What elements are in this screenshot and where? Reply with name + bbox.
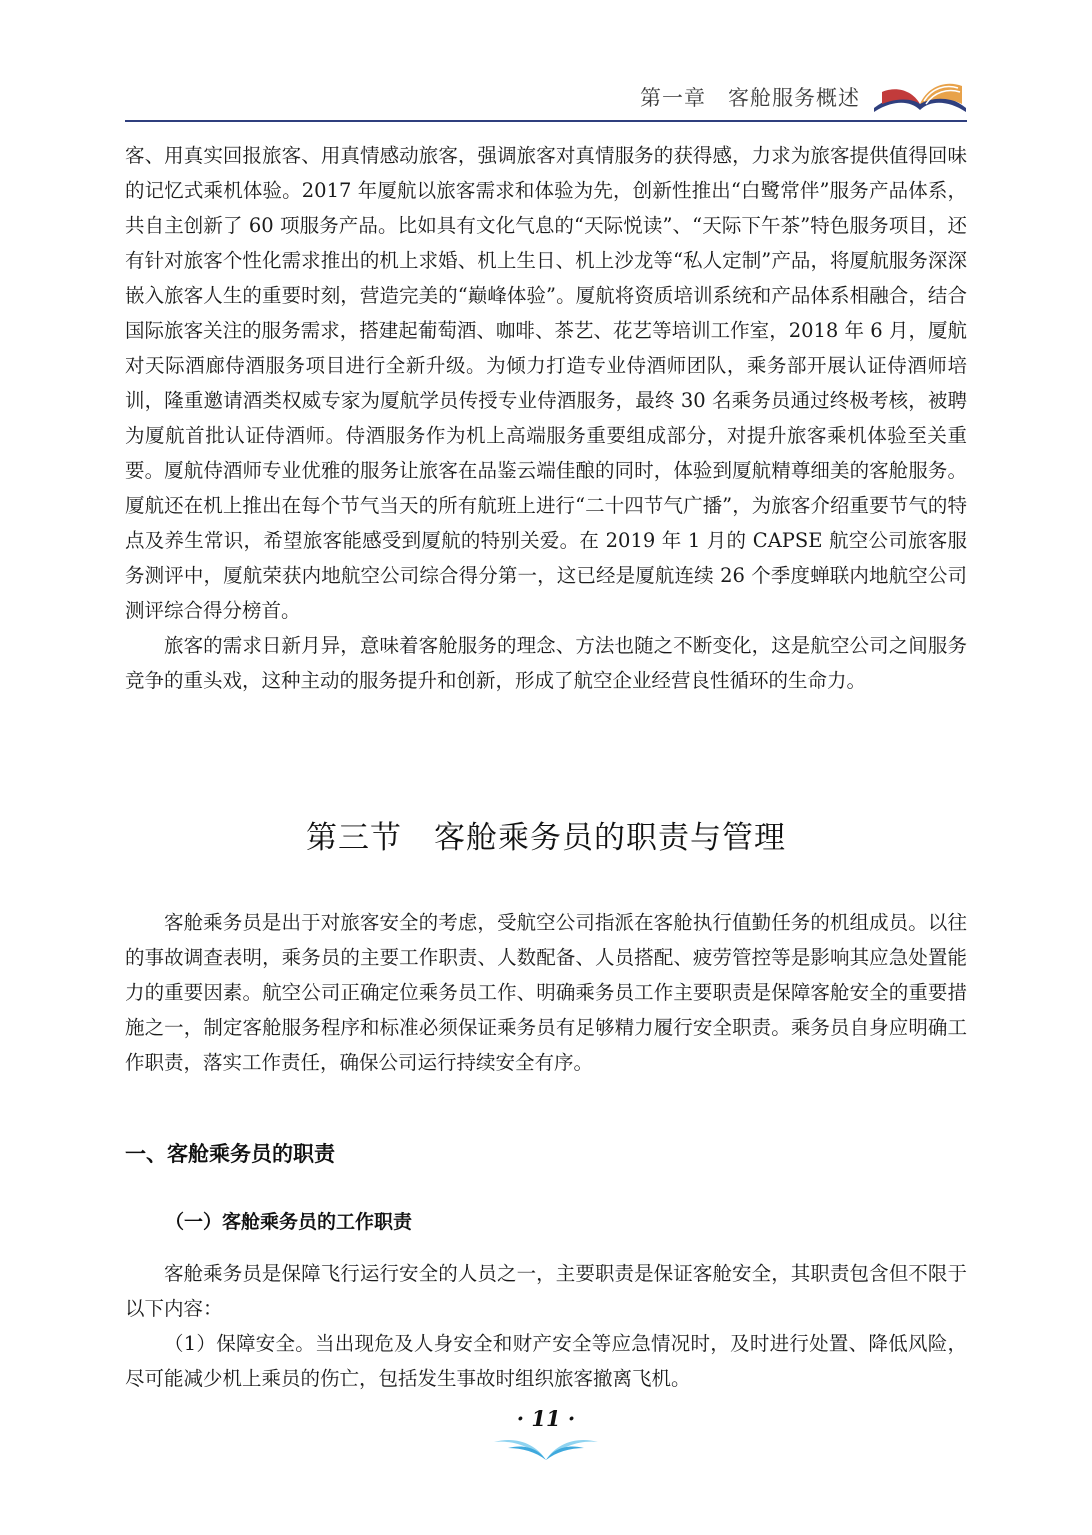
page-footer [0,1402,1092,1472]
header-rule [125,120,967,122]
sub-subsection-heading: （一）客舱乘务员的工作职责 [165,1211,413,1233]
paragraph: 客舱乘务员是保障飞行运行安全的人员之一，主要职责是保证客舱安全，其职责包含但不限于以下内容： [125,1262,967,1320]
paragraph: 客、用真实回报旅客、用真情感动旅客，强调旅客对真情服务的获得感，力求为旅客提供值得回味的记忆式乘机体验。2017 年厦航以旅客需求和体验为先，创新性推出“白鹭常伴”服务产品体系，共自主创新了 60 项服务产品。比如具有文化气息的“天际悦读”、“天际下午茶”特色服务项目，还有针对旅客个性化需求推出的机上求婚、机上生日、机上沙龙等“私人定制”产品，将厦航服务深深嵌入旅客人生的重要时刻，营造完美的“巅峰体验”。厦航将资质培训系统和产品体系相融合，结合国际旅客关注的服务需求，搭建起葡萄酒、咖啡、茶艺、花艺等培训工作室，2018 年 6 月，厦航对天际酒廊侍酒服务项目进行全新升级。为倾力打造专业侍酒师团队，乘务部开展认证侍酒师培训，隆重邀请酒类权威专家为厦航学员传授专业侍酒服务，最终 30 名乘务员通过终极考核，被聘为厦航首批认证侍酒师。侍酒服务作为机上高端服务重要组成部分，对提升旅客乘机体验至关重要。厦航侍酒师专业优雅的服务让旅客在品鉴云端佳酿的同时，体验到厦航精尊细美的客舱服务。厦航还在机上推出在每个节气当天的所有航班上进行“二十四节气广播”，为旅客介绍重要节气的特点及养生常识，希望旅客能感受到厦航的特别关爱。在 2019 年 1 月的 CAPSE 航空公司旅客服务测评中，厦航荣获内地航空公司综合得分第一，这已经是厦航连续 26 个季度蝉联内地航空公司测评综合得分榜首。 [125,144,967,622]
subsection-heading: 一、客舱乘务员的职责 [125,1142,335,1166]
paragraph: （1）保障安全。当出现危及人身安全和财产安全等应急情况时，及时进行处置、降低风险，尽可能减少机上乘员的伤亡，包括发生事故时组织旅客撤离飞机。 [125,1332,967,1390]
chapter-title: 第一章 客舱服务概述 [640,86,860,110]
page-number: · 11 · [516,1406,576,1431]
paragraph: 旅客的需求日新月异，意味着客舱服务的理念、方法也随之不断变化，这是航空公司之间服务竞争的重头戏，这种主动的服务提升和创新，形成了航空企业经营良性循环的生命力。 [125,634,967,692]
intro-text [125,138,967,698]
duties-text [125,1256,967,1396]
page-header [0,70,1092,120]
paragraph: 客舱乘务员是出于对旅客安全的考虑，受航空公司指派在客舱执行值勤任务的机组成员。以往的事故调查表明，乘务员的主要工作职责、人数配备、人员搭配、疲劳管控等是影响其应急处置能力的重要因素。航空公司正确定位乘务员工作、明确乘务员工作主要职责是保障客舱安全的重要措施之一，制定客舱服务程序和标准必须保证乘务员有足够精力履行安全职责。乘务员自身应明确工作职责，落实工作责任，确保公司运行持续安全有序。 [125,911,967,1074]
section-title: 第三节 客舱乘务员的职责与管理 [306,820,786,856]
wave-ornament-icon [490,1434,602,1464]
section-intro [125,905,967,1080]
open-book-icon [872,74,968,118]
